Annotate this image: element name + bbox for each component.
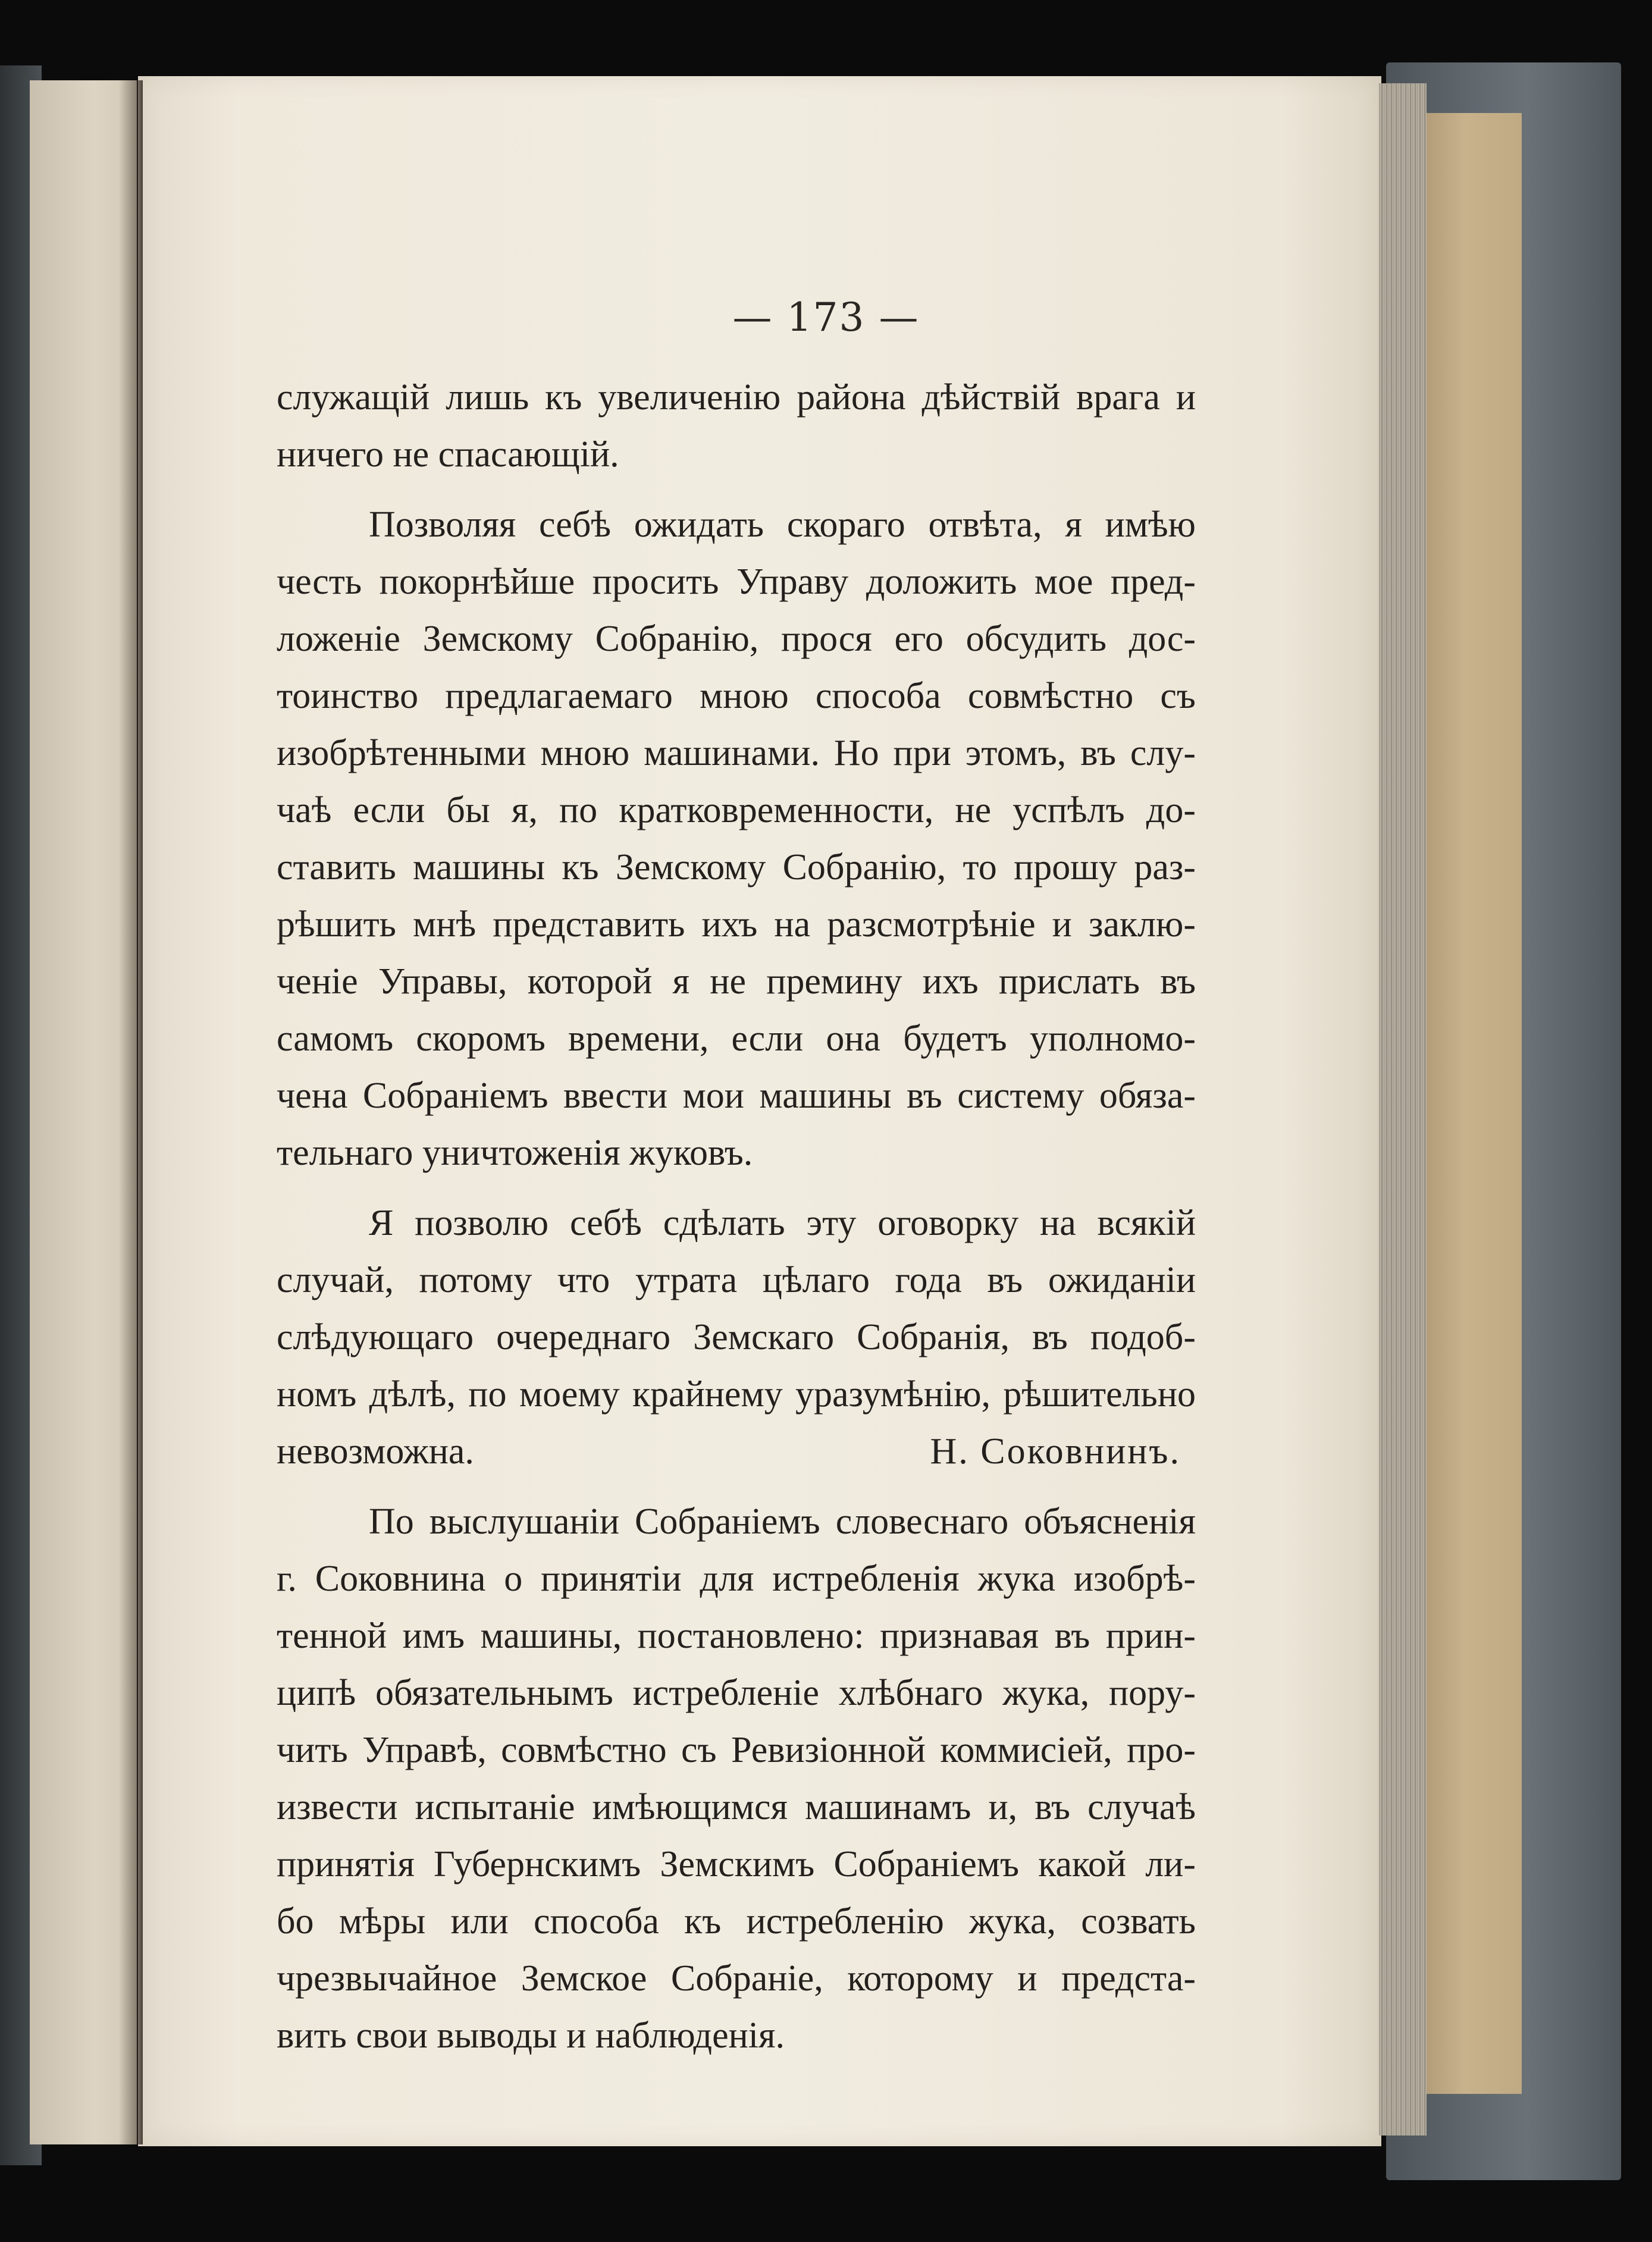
- paragraph: [277, 1194, 1196, 1480]
- text-line: принятія Губернскимъ Земскимъ Собраніемъ какой ли-: [277, 1844, 1196, 1884]
- text-line: тоинство предлагаемаго мною способа совмѣстно съ: [277, 676, 1196, 716]
- page-text: [277, 369, 1196, 2064]
- text-line: рѣшить мнѣ представить ихъ на разсмотрѣніе и заклю-: [277, 904, 1196, 945]
- text-line: г. Соковнина о принятіи для истребленія жука изобрѣ-: [277, 1559, 1196, 1599]
- text-line: служащій лишь къ увеличенію района дѣйствій врага и: [277, 377, 1196, 418]
- text-line: случай, потому что утрата цѣлаго года въ ожиданіи: [277, 1260, 1196, 1300]
- inner-board: [1427, 113, 1522, 2094]
- page-edges: [1379, 83, 1427, 2136]
- paragraph: [277, 369, 1196, 483]
- text-line: самомъ скоромъ времени, если она будетъ уполномо-: [277, 1018, 1196, 1059]
- text-line: номъ дѣлѣ, по моему крайнему уразумѣнію, рѣшительно: [277, 1374, 1196, 1415]
- closing-word: невозможна.: [277, 1431, 474, 1472]
- text-line: ложеніе Земскому Собранію, прося его обсудить дос-: [277, 619, 1196, 659]
- gutter-shadow: [119, 80, 143, 2144]
- text-line: Позволяя себѣ ожидать скораго отвѣта, я имѣю: [369, 504, 1196, 545]
- text-line: изобрѣтенными мною машинами. Но при этомъ, въ слу-: [277, 733, 1196, 773]
- text-line: ченіе Управы, которой я не премину ихъ прислать въ: [277, 961, 1196, 1002]
- text-line: тельнаго уничтоженія жуковъ.: [277, 1133, 753, 1173]
- text-line: извести испытаніе имѣющимся машинамъ и, въ случаѣ: [277, 1787, 1196, 1827]
- page-number: — 173 —: [732, 294, 920, 340]
- text-line: бо мѣры или способа къ истребленію жука, созвать: [277, 1901, 1196, 1942]
- text-line: честь покорнѣйше просить Управу доложить мое пред-: [277, 562, 1196, 602]
- text-line: По выслушаніи Собраніемъ словеснаго объясненія: [369, 1501, 1196, 1542]
- paragraph: [277, 1493, 1196, 2064]
- text-line: чить Управѣ, совмѣстно съ Ревизіонной коммисіей, про-: [277, 1730, 1196, 1770]
- text-line: вить свои выводы и наблюденія.: [277, 2015, 785, 2056]
- text-line: ничего не спасающій.: [277, 434, 619, 475]
- text-line: чаѣ если бы я, по кратковременности, не успѣлъ до-: [277, 790, 1196, 830]
- text-line: тенной имъ машины, постановлено: признавая въ прин-: [277, 1616, 1196, 1656]
- text-line: чена Собраніемъ ввести мои машины въ систему обяза-: [277, 1075, 1196, 1116]
- closing-line: [277, 1423, 1196, 1480]
- text-line: ставить машины къ Земскому Собранію, то прошу раз-: [277, 847, 1196, 888]
- text-line: ципѣ обязательнымъ истребленіе хлѣбнаго жука, пору-: [277, 1673, 1196, 1713]
- text-line: чрезвычайное Земское Собраніе, которому и предста-: [277, 1958, 1196, 1999]
- author-signature: Н. Соковнинъ.: [930, 1431, 1181, 1472]
- text-line: слѣдующаго очереднаго Земскаго Собранія, въ подоб-: [277, 1317, 1196, 1357]
- paragraph: [277, 496, 1196, 1181]
- text-line: Я позволю себѣ сдѣлать эту оговорку на всякій: [369, 1203, 1196, 1243]
